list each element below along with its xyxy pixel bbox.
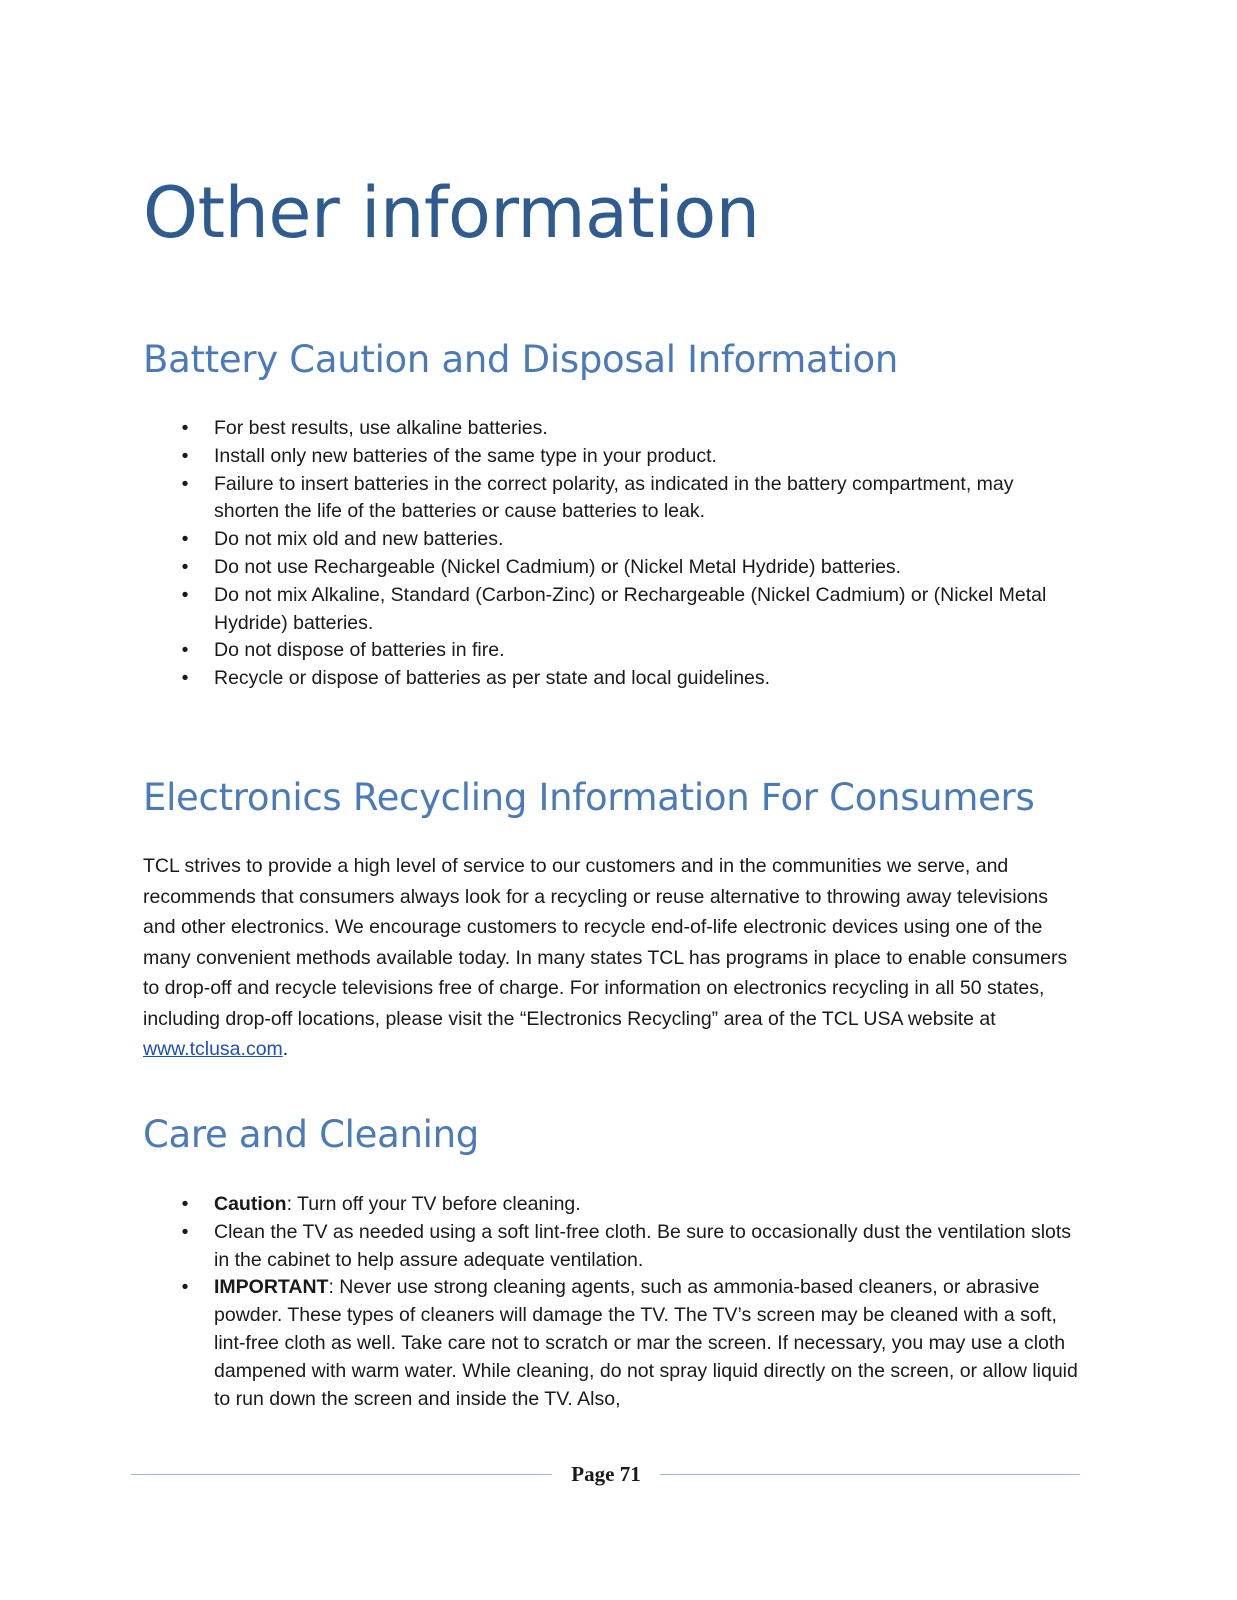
bullet-icon: • <box>181 417 189 439</box>
list-item-text: Do not mix Alkaline, Standard (Carbon-Zinc) or Rechargeable (Nickel Cadmium) or (Nickel Metal Hydride) batteries. <box>214 583 1047 634</box>
bullet-icon: • <box>181 1193 189 1215</box>
list-item-text: Do not mix old and new batteries. <box>214 528 504 551</box>
list-item <box>143 415 1083 443</box>
recycling-paragraph-text: TCL strives to provide a high level of service to our customers and in the communities we serve, and recommends that consumers always look for a recycling or reuse alternative to throwing away televisions and other electronics. We encourage customers to recycle end-of-life electronic devices using one of the many convenient methods available today. In many states TCL has programs in place to enable consumers to drop-off and recycle televisions free of charge. For information on electronics recycling in all 50 states, including drop-off locations, please visit the “Electronics Recycling” area of the TCL USA website at <box>143 855 1068 1030</box>
footer-divider-right <box>660 1474 1080 1475</box>
bullet-icon: • <box>181 528 189 551</box>
list-item-text: Recycle or dispose of batteries as per state and local guidelines. <box>214 667 771 690</box>
list-item-text: : Turn off your TV before cleaning. <box>286 1193 581 1215</box>
page-number: Page 71 <box>571 1462 641 1486</box>
list-item <box>143 554 1083 582</box>
list-item-bold-label: IMPORTANT <box>214 1276 329 1299</box>
care-bullet-list <box>143 1191 1083 1413</box>
list-item <box>143 637 1083 665</box>
bullet-icon: • <box>181 1276 189 1299</box>
list-item <box>143 526 1083 554</box>
list-item <box>143 1191 1083 1219</box>
battery-section-heading: Battery Caution and Disposal Information <box>143 338 899 381</box>
bullet-icon: • <box>181 667 189 690</box>
recycling-paragraph <box>143 851 1078 1065</box>
care-section-heading: Care and Cleaning <box>143 1113 479 1156</box>
list-item <box>143 443 1083 471</box>
list-item-text: Clean the TV as needed using a soft lint-free cloth. Be sure to occasionally dust the ventilation slots in the cabinet to help assure adequate ventilation. <box>214 1220 1072 1271</box>
tclusa-website-link[interactable]: www.tclusa.com <box>143 1038 283 1060</box>
page-title: Other information <box>143 172 760 254</box>
bullet-icon: • <box>181 555 189 578</box>
list-item <box>143 471 1083 527</box>
list-item <box>143 665 1083 693</box>
list-item-text: Failure to insert batteries in the correct polarity, as indicated in the battery compartment, may shorten the life of the batteries or cause batteries to leak. <box>214 472 1014 523</box>
battery-bullet-list <box>143 415 1083 693</box>
bullet-icon: • <box>181 444 189 467</box>
footer-divider-left <box>131 1474 552 1475</box>
bullet-icon: • <box>181 472 189 495</box>
list-item <box>143 1219 1083 1275</box>
list-item <box>143 1274 1083 1413</box>
list-item <box>143 582 1083 638</box>
recycling-paragraph-end: . <box>282 1038 289 1060</box>
bullet-icon: • <box>181 1220 189 1243</box>
list-item-text: Do not use Rechargeable (Nickel Cadmium) or (Nickel Metal Hydride) batteries. <box>214 555 902 578</box>
list-item-text: Do not dispose of batteries in fire. <box>214 639 505 662</box>
list-item-text: : Never use strong cleaning agents, such as ammonia-based cleaners, or abrasive powder. These types of cleaners will damage the TV. The TV’s screen may be cleaned with a soft, lint-free cloth as well. Take care not to scratch or mar the screen. If necessary, you may use a cloth dampened with warm water. While cleaning, do not spray liquid directly on the screen, or allow liquid to run down the screen and inside the TV. Also, <box>214 1276 1078 1410</box>
list-item-text: Install only new batteries of the same type in your product. <box>214 444 717 467</box>
bullet-icon: • <box>181 639 189 662</box>
list-item-bold-label: Caution <box>214 1193 287 1215</box>
recycling-section-heading: Electronics Recycling Information For Consumers <box>143 776 1035 819</box>
list-item-text: For best results, use alkaline batteries. <box>214 417 548 439</box>
bullet-icon: • <box>181 583 189 606</box>
